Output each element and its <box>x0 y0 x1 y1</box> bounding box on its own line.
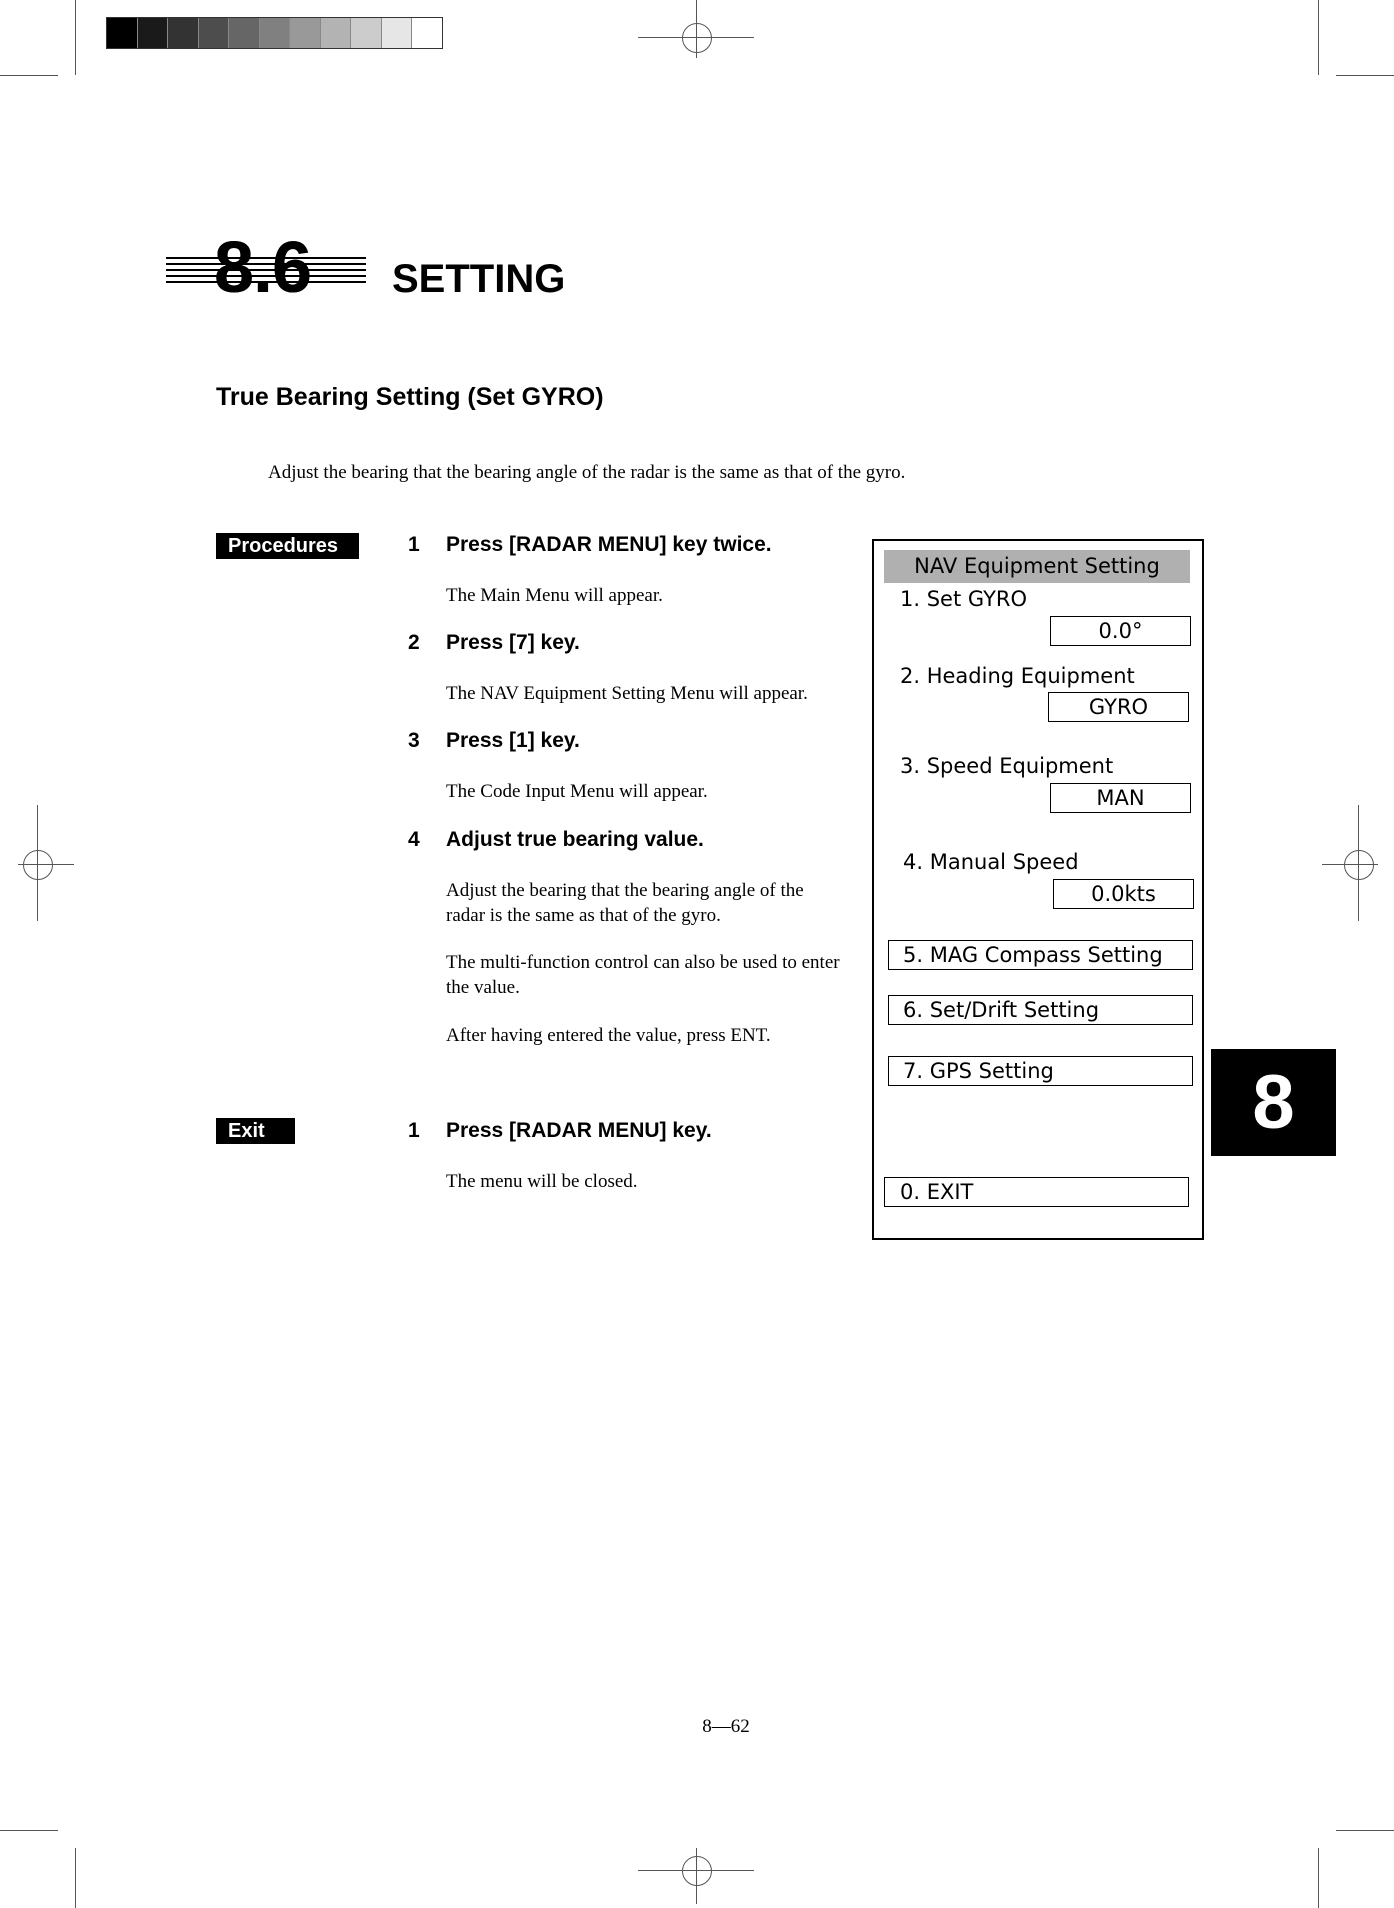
step-number: 3 <box>408 729 420 752</box>
page-number: 8—62 <box>702 1716 750 1737</box>
subsection-title: True Bearing Setting (Set GYRO) <box>216 383 604 411</box>
menu-item-mag-compass-setting[interactable]: 5. MAG Compass Setting <box>888 940 1193 970</box>
step-2-description: The NAV Equipment Setting Menu will appear. <box>446 683 808 704</box>
step-number: 1 <box>408 533 420 556</box>
heading-equipment-value[interactable]: GYRO <box>1048 692 1189 722</box>
step-1-description: The Main Menu will appear. <box>446 585 663 606</box>
chapter-tab: 8 <box>1211 1049 1336 1156</box>
exit-label: Exit <box>216 1118 295 1144</box>
step-title: Adjust true bearing value. <box>446 828 704 851</box>
step-number: 4 <box>408 828 420 851</box>
step-4-description-1: Adjust the bearing that the bearing angle of the radar is the same as that of the gyro. <box>446 880 804 926</box>
step-title: Press [7] key. <box>446 631 580 654</box>
step-4-description-2: The multi-function control can also be used to enter the value. <box>446 952 840 998</box>
intro-text: Adjust the bearing that the bearing angle of the radar is the same as that of the gyro. <box>268 462 906 483</box>
step-title: Press [RADAR MENU] key twice. <box>446 533 772 556</box>
menu-item-set-drift-setting[interactable]: 6. Set/Drift Setting <box>888 995 1193 1025</box>
step-number: 2 <box>408 631 420 654</box>
procedure-step-3 <box>408 727 580 755</box>
section-title: SETTING <box>392 257 566 301</box>
step-4-description-3: After having entered the value, press ENT. <box>446 1025 771 1046</box>
exit-step-1 <box>408 1117 712 1145</box>
procedure-step-4 <box>408 826 704 854</box>
menu-item-gps-setting[interactable]: 7. GPS Setting <box>888 1056 1193 1086</box>
nav-equipment-setting-menu <box>872 539 1204 1240</box>
menu-item-heading-equipment[interactable]: 2. Heading Equipment <box>900 664 1135 688</box>
speed-equipment-value[interactable]: MAN <box>1050 783 1191 813</box>
step-number: 1 <box>408 1119 420 1142</box>
procedure-step-1 <box>408 531 772 559</box>
menu-item-manual-speed[interactable]: 4. Manual Speed <box>903 850 1079 874</box>
procedures-label: Procedures <box>216 533 359 559</box>
step-3-description: The Code Input Menu will appear. <box>446 781 708 802</box>
grayscale-calibration-strip <box>106 17 443 49</box>
manual-speed-value[interactable]: 0.0kts <box>1053 879 1194 909</box>
menu-item-exit[interactable]: 0. EXIT <box>884 1177 1189 1207</box>
menu-item-speed-equipment[interactable]: 3. Speed Equipment <box>900 754 1114 778</box>
step-title: Press [RADAR MENU] key. <box>446 1119 712 1142</box>
section-number: 8.6 <box>214 228 312 308</box>
procedure-step-2 <box>408 629 580 657</box>
set-gyro-value[interactable]: 0.0° <box>1050 616 1191 646</box>
exit-step-1-description: The menu will be closed. <box>446 1171 638 1192</box>
step-title: Press [1] key. <box>446 729 580 752</box>
menu-title: NAV Equipment Setting <box>884 550 1190 583</box>
menu-item-set-gyro[interactable]: 1. Set GYRO <box>900 587 1028 611</box>
